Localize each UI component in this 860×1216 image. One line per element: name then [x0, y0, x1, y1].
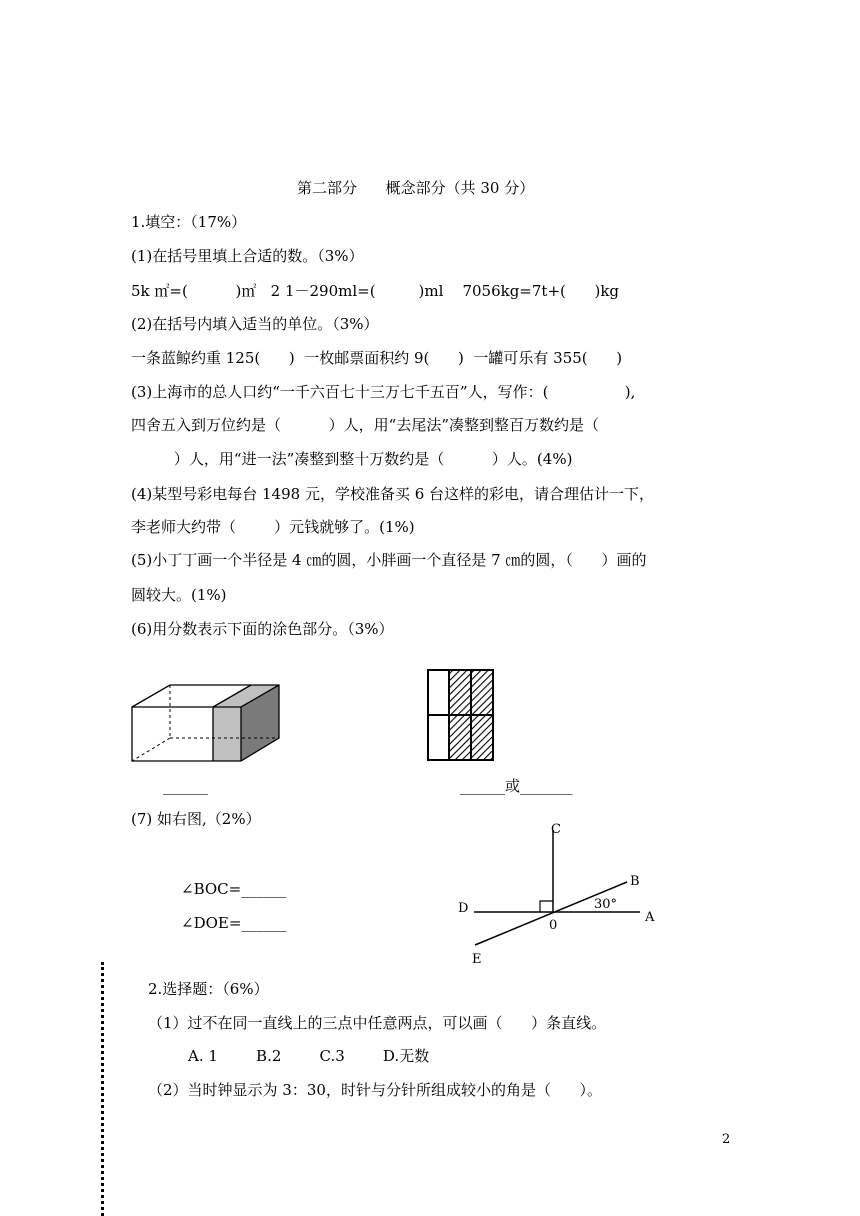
- right-angle-mark: [540, 901, 553, 912]
- q1-p5-line1: (5)小丁丁画一个半径是 4 ㎝的圆，小胖画一个直径是 7 ㎝的圆，（ ）画的: [131, 551, 647, 569]
- q1-p7-doe: ∠DOE=______: [181, 914, 287, 932]
- cuboid-figure: [125, 678, 290, 768]
- q1-p4-line2: 李老师大约带（ ）元钱就够了。(1%): [131, 518, 415, 536]
- q2-i1-prompt: （1）过不在同一直线上的三点中任意两点，可以画（ ）条直线。: [148, 1014, 607, 1032]
- q1-p1-line: 5k ㎡=( )㎡ 2 1－290ml=( )ml 7056kg=7t+( )kg: [131, 282, 620, 300]
- q1-p5-line2: 圆较大。(1%): [131, 586, 227, 604]
- q1-p1-prompt: (1)在括号里填上合适的数。（3%）: [131, 247, 364, 265]
- q1-p6-blank-left: ______: [163, 777, 208, 795]
- section-title: 第二部分 概念部分（共 30 分）: [297, 179, 535, 197]
- q1-p3-line2: 四舍五入到万位约是（ ）人，用“去尾法”凑整到整百万数约是（: [131, 416, 600, 434]
- q1-p4-line1: (4)某型号彩电每台 1498 元，学校准备买 6 台这样的彩电，请合理估计一下，: [131, 485, 655, 503]
- q1-p3-line1: (3)上海市的总人口约“一千六百七十三万七千五百”人，写作：( ),: [131, 383, 636, 401]
- label-b: B: [630, 874, 640, 889]
- q1-p6-prompt: (6)用分数表示下面的涂色部分。（3%）: [131, 620, 394, 638]
- q2-i1-options: A. 1 B.2 C.3 D.无数: [188, 1047, 430, 1065]
- label-c: C: [551, 822, 561, 837]
- q1-p2-line: 一条蓝鲸约重 125( ) 一枚邮票面积约 9( ) 一罐可乐有 355( ): [131, 349, 623, 367]
- q1-p3-line3: ）人，用“进一法”凑整到整十万数约是（ ）人。(4%): [131, 450, 573, 468]
- q1-p7-prompt: (7) 如右图,（2%）: [131, 810, 261, 828]
- binding-dotted-line: [101, 962, 104, 1216]
- line-eb: [475, 882, 627, 945]
- q2-i2-prompt: （2）当时钟显示为 3：30，时针与分针所组成较小的角是（ ）。: [148, 1081, 603, 1099]
- q2-heading: 2.选择题：（6%）: [148, 980, 269, 998]
- label-d: D: [458, 901, 469, 916]
- label-a: A: [645, 910, 655, 925]
- q1-p6-blank-right: ______或_______: [460, 777, 573, 795]
- cuboid-shaded-front: [213, 707, 241, 761]
- q1-p7-boc: ∠BOC=______: [181, 880, 287, 898]
- label-e: E: [472, 952, 482, 967]
- q1-p2-prompt: (2)在括号内填入适当的单位。（3%）: [131, 315, 379, 333]
- angle-figure: [450, 815, 670, 975]
- angle-label-30: 30°: [594, 897, 618, 912]
- page-number: 2: [722, 1132, 731, 1147]
- label-o: 0: [549, 918, 558, 933]
- q1-heading: 1.填空：（17%）: [131, 213, 247, 231]
- grid-figure: [426, 668, 498, 764]
